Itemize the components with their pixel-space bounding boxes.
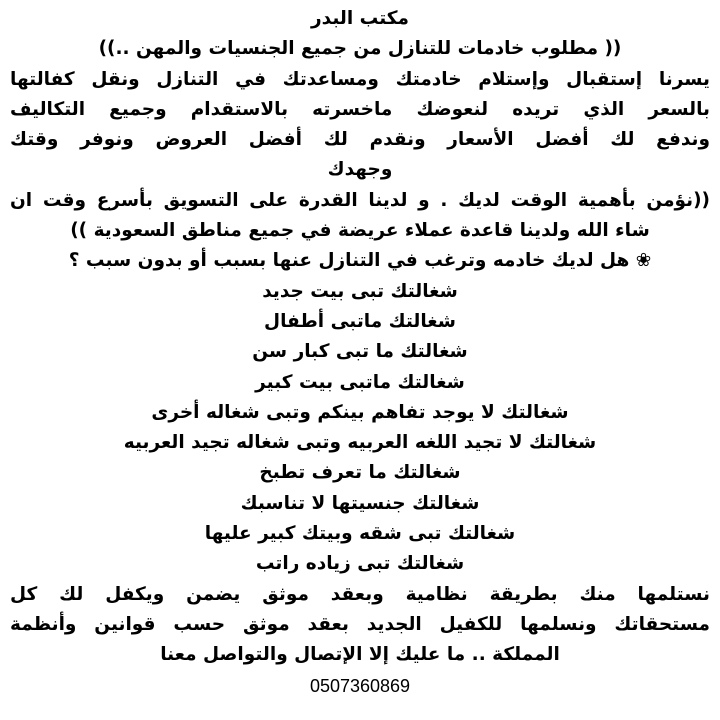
question-line: ❀ هل لديك خادمه وترغب في التنازل عنها بسبب أو بدون سبب ؟ bbox=[68, 250, 652, 272]
headline-wanted-maids: (( مطلوب خادمات للتنازل من جميع الجنسيات والمهن ..)) bbox=[98, 38, 622, 60]
list-item: شغالتك تبى شقه وبيتك كبير عليها bbox=[204, 523, 516, 545]
phone-number: 0507360869 bbox=[309, 675, 411, 696]
list-item: شغالتك ما تعرف تطبخ bbox=[259, 462, 461, 484]
paragraph-line: يسرنا إستقبال وإستلام خادمتك ومساعدتك في التنازل ونقل كفالتها bbox=[10, 68, 710, 90]
list-item: شغالتك جنسيتها لا تناسبك bbox=[240, 492, 480, 514]
paragraph-line: شاء الله ولدينا قاعدة عملاء عريضة في جميع مناطق السعودية )) bbox=[70, 220, 650, 242]
paragraph-line: مستحقاتك ونسلمها للكفيل الجديد بعقد موثق حسب قوانين وأنظمة bbox=[10, 613, 710, 635]
list-item: شغالتك ماتبى بيت كبير bbox=[255, 371, 465, 393]
paragraph-line: بالسعر الذي تريده لنعوضك ماخسرته بالاستقدام وجميع التكاليف bbox=[10, 98, 710, 120]
list-item: شغالتك ماتبى أطفال bbox=[264, 310, 456, 332]
paragraph-line: نستلمها منك بطريقة نظامية وبعقد موثق يضمن ويكفل لك كل bbox=[10, 583, 710, 605]
list-item: شغالتك تبى زياده راتب bbox=[255, 553, 465, 575]
list-item: شغالتك لا يوجد تفاهم بينكم وتبى شغاله أخرى bbox=[151, 401, 569, 423]
document-title: مكتب البدر bbox=[311, 8, 409, 29]
paragraph-line: وجهدك bbox=[327, 159, 393, 181]
paragraph-line: وندفع لك أفضل الأسعار ونقدم لك أفضل العروض ونوفر وقتك bbox=[10, 129, 710, 151]
list-item: شغالتك تبى بيت جديد bbox=[262, 280, 458, 302]
paragraph-line: المملكة .. ما عليك إلا الإتصال والتواصل معنا bbox=[160, 644, 560, 666]
paragraph-line: ((نؤمن بأهمية الوقت لديك . و لدينا القدرة على التسويق بأسرع وقت ان bbox=[10, 189, 710, 211]
list-item: شغالتك لا تجيد اللغه العربيه وتبى شغاله تجيد العربيه bbox=[123, 432, 597, 454]
list-item: شغالتك ما تبى كبار سن bbox=[252, 341, 468, 363]
